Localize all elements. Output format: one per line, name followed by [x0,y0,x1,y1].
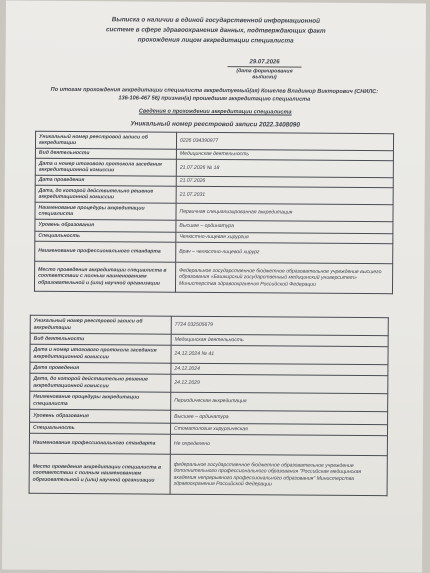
header-line: системе в сфере здравоохранения данных, подтверждающих факт [105,26,326,35]
row-label: Наименование профессионального стандарта [29,433,170,454]
row-value: Высшее – ординатура [171,410,388,425]
row-value: 21.07.2026 [176,176,393,188]
row-value: Не определено [170,434,387,456]
row-value: Челюстно-лицевая хирургия [176,232,393,244]
row-value: 24.12.2024 № 41 [171,345,388,365]
statement-date-caption: (дата формирования выписки) [236,68,293,81]
row-label: Дата проведения [30,362,171,374]
section-title: Сведения о прохождении аккредитации специалиста [138,108,292,116]
row-label: Уникальный номер реестровой записи об аккредитации [35,131,176,149]
row-label: Уровень образования [35,219,176,232]
row-value: 7724 032505679 [171,316,388,336]
row-label: Вид деятельности [30,333,171,345]
row-label: Место проведения аккредитации специалиста в соответствии с полным наименованием образовательной и (или) научной организации [29,453,170,494]
row-label: Дата проведения [35,175,176,186]
document-header [66,15,366,47]
header-line: прохождения лицом аккредитации специалиста [137,36,294,45]
row-label: Вид деятельности [35,148,176,159]
row-label: Место проведения аккредитации специалиста в соответствии с полным наименованием образовательной и (или) научной организации [34,261,175,292]
row-value: Медицинская деятельность [176,149,393,161]
row-label: Наименование профессионального стандарта [35,241,176,262]
row-value: федеральное государственное бюджетное образовательное учреждение дополнительного профессионального образования "Российская медицинская академия непрерывного профессионального образования" Министерства здравоохранения Российской Федерации [170,454,387,496]
row-value: Первичная специализированная аккредитация [176,203,393,222]
row-value: 0226 034390977 [176,132,393,151]
statement-date-block [227,59,301,81]
row-value: 21.07.2031 [176,186,393,205]
row-label: Наименование процедуры аккредитации специалиста [30,391,171,410]
table-row [34,261,392,293]
table-row [29,453,387,495]
accreditation-record-table [34,131,394,295]
accreditation-record-table [29,315,389,497]
row-value: 24.12.2029 [171,374,388,394]
row-value: Врач – челюстно-лицевой хирург [176,242,393,264]
row-label: Уровень образования [30,409,171,423]
registry-number-title: Уникальный номер реестровой записи 2022.3408090 [130,120,300,129]
row-value: Федеральное государственное бюджетное образовательное учреждение высшего образования «Башкирский государственный медицинский университет» Министерства здравоохранения Российской Федерации [175,262,392,294]
row-label: Дата, до которой действительно решение аккредитационной комиссии [35,185,176,203]
row-value: 24.12.2024 [171,363,388,376]
row-label: Дата и номер итогового протокола заседания аккредитационной комиссии [35,158,176,176]
table-row [35,241,393,263]
row-label: Наименование процедуры аккредитации специалиста [35,202,176,220]
row-label: Дата и номер итогового протокола заседания аккредитационной комиссии [30,344,171,363]
header-line: Выписка о наличии в единой государственной информационной [111,16,320,25]
row-label: Уникальный номер реестровой записи об аккредитации [30,315,171,334]
row-value: Стоматология хирургическая [170,423,387,436]
result-statement: По итогам прохождения аккредитации специалиста аккредитуемый(ая) Кошелев Владимир Викторович (СНИЛС: 136-106-467 56) признан(а) прошедшим аккредитацию специалиста [50,86,379,103]
table-row [29,433,387,455]
row-label: Специальность [29,422,170,434]
row-value: Медицинская деятельность [171,334,388,347]
statement-date: 29.07.2026 [228,59,302,68]
row-label: Специальность [35,231,176,242]
row-value: Периодическая аккредитация [171,392,388,412]
row-label: Дата, до которой действительно решение аккредитационной комиссии [30,373,171,392]
row-value: Высшее – ординатура [176,220,393,234]
document-sheet [2,1,426,573]
row-value: 21.07.2026 № 18 [176,159,393,178]
